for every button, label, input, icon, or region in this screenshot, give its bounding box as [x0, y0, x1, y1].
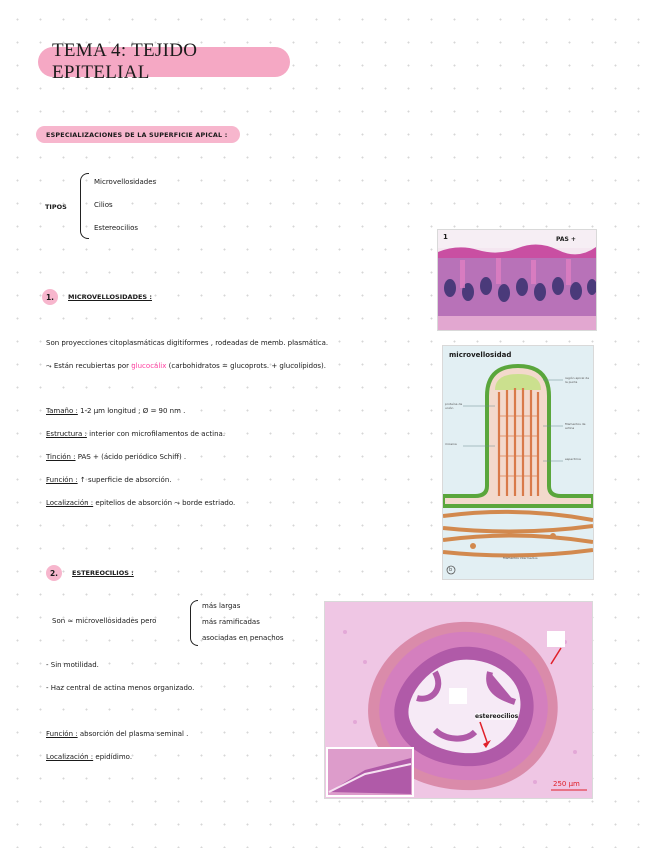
- detail-label: Localización :: [46, 499, 94, 507]
- detail-row: [46, 430, 225, 438]
- microvillus-diagram: [442, 345, 594, 580]
- detail-row: [46, 730, 188, 738]
- section-1-number-text: 1.: [45, 292, 55, 302]
- diagram-label: filamentos intermedios: [503, 556, 538, 560]
- detail-text: interior con microfilamentos de actina.: [89, 430, 226, 438]
- pas-figure-label: PAS +: [556, 236, 576, 243]
- detail-text: epitelios de absorción ⤳ borde estriado.: [95, 499, 236, 507]
- tipos-item-3: Estereocilios: [94, 224, 139, 232]
- detail-label: Tamaño :: [46, 407, 78, 415]
- diagram-label: proteína de unión: [445, 402, 463, 410]
- estereocilios-label: estereocilios: [475, 713, 519, 720]
- glucocalix-highlight: glucocálix: [131, 362, 167, 370]
- detail-text: 1-2 μm longitud ; Ø = 90 nm .: [80, 407, 186, 415]
- comparison-prefix: Son ≈ microvellosidades pero: [52, 617, 157, 625]
- page-title-text: TEMA 4: TEJIDO EPITELIAL: [52, 40, 198, 83]
- line-2-prefix: ⤳ Están recubiertas por: [46, 362, 129, 370]
- detail-label: Estructura :: [46, 430, 87, 438]
- detail-text: epidídimo.: [95, 753, 133, 761]
- comparison-item: asociadas en penachos: [202, 634, 284, 642]
- section-header-text: ESPECIALIZACIONES DE LA SUPERFICIE APICAL :: [46, 130, 228, 139]
- tipos-item-2: Cilios: [94, 201, 113, 209]
- section-2-heading: ESTEREOCILIOS :: [72, 569, 134, 577]
- page-title: [38, 40, 290, 83]
- diagram-label: espectrina: [565, 457, 581, 461]
- detail-row: [46, 753, 132, 761]
- tipos-label: TIPOS: [45, 203, 67, 211]
- detail-row: [46, 407, 185, 415]
- bullet-item: - Sin motilidad.: [46, 661, 99, 669]
- diagram-corner-label: b: [449, 567, 453, 573]
- bullet-item: - Haz central de actina menos organizado.: [46, 684, 195, 692]
- detail-label: Función :: [46, 476, 78, 484]
- detail-row: [46, 476, 172, 484]
- section-1-heading: MICROVELLOSIDADES :: [68, 293, 152, 301]
- comparison-item: más largas: [202, 602, 241, 610]
- diagram-label: filamentos de actina: [565, 422, 586, 430]
- diagram-label: miosina: [445, 442, 457, 446]
- detail-row: [46, 453, 186, 461]
- detail-label: Función :: [46, 730, 78, 738]
- microvellosidades-line-1: Son proyecciones citoplasmáticas digitiformes , rodeadas de memb. plasmática.: [46, 339, 329, 347]
- section-header: [36, 126, 240, 143]
- detail-text: PAS + (ácido periódico Schiff) .: [77, 453, 187, 461]
- detail-text: absorción del plasma seminal .: [79, 730, 189, 738]
- diagram-label: región apical de la punta: [565, 376, 590, 384]
- microvellosidades-line-2: [46, 362, 326, 371]
- tipos-brace: [80, 173, 89, 239]
- epididymis-micrograph: [324, 601, 593, 799]
- epididymis-micrograph-image: [325, 602, 592, 798]
- detail-label: Localización :: [46, 753, 94, 761]
- pas-micrograph-image: [438, 230, 596, 330]
- tipos-item-1: Microvellosidades: [94, 178, 157, 186]
- scale-bar-label: 250 μm: [553, 780, 580, 788]
- detail-text: ↑ superficie de absorción.: [79, 476, 172, 484]
- pas-micrograph: [437, 229, 597, 331]
- diagram-title: microvellosidad: [449, 351, 512, 359]
- comparison-brace: [190, 600, 198, 646]
- line-2-suffix: (carbohidratos = glucoprots. + glucolípidos).: [168, 362, 326, 370]
- comparison-item: más ramificadas: [202, 618, 260, 626]
- section-2-number-text: 2.: [49, 568, 59, 578]
- pas-figure-number: 1: [443, 233, 448, 241]
- section-1-number: [42, 289, 58, 305]
- detail-row: [46, 499, 235, 508]
- section-2-number: [46, 565, 62, 581]
- detail-label: Tinción :: [46, 453, 76, 461]
